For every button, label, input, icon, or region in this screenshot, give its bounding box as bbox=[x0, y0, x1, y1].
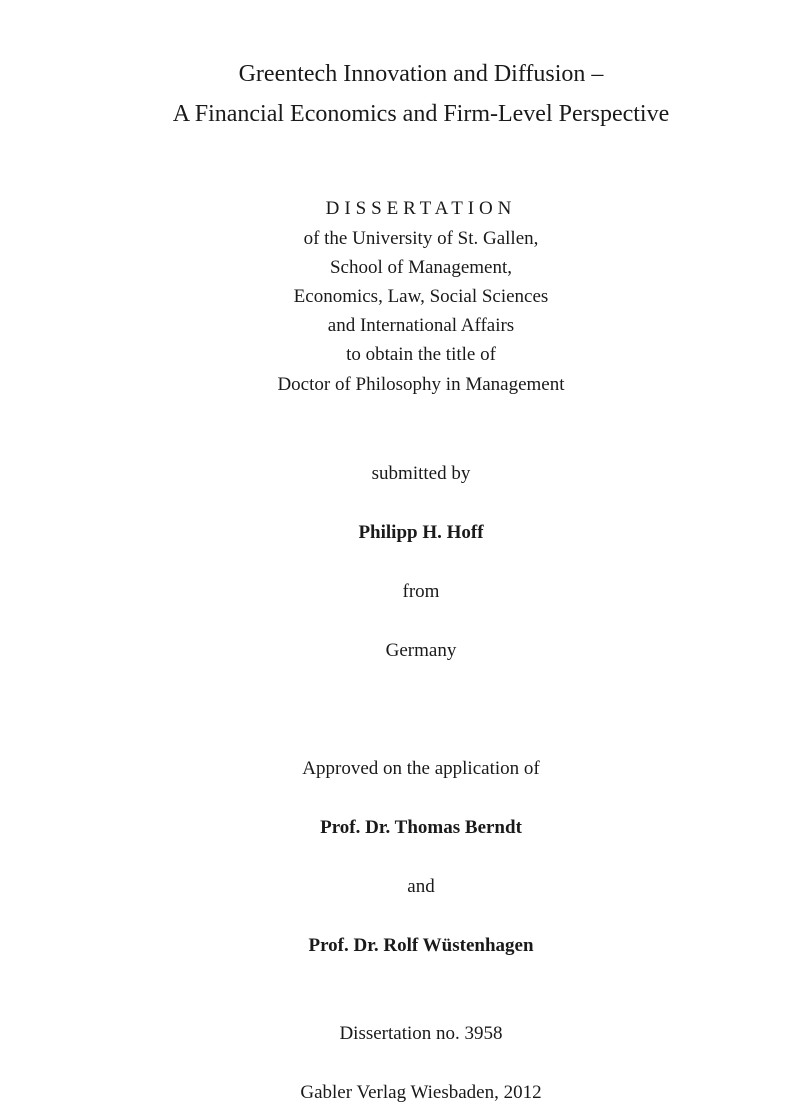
publisher-line: Gabler Verlag Wiesbaden, 2012 bbox=[300, 1082, 542, 1103]
author-name: Philipp H. Hoff bbox=[358, 522, 484, 543]
dissertation-line-2: School of Management, bbox=[329, 257, 513, 278]
dissertation-line-1: of the University of St. Gallen, bbox=[303, 228, 539, 249]
dissertation-line-4: and International Affairs bbox=[327, 315, 515, 336]
dissertation-heading: DISSERTATION bbox=[325, 198, 517, 219]
dissertation-line-6: Doctor of Philosophy in Management bbox=[277, 374, 565, 395]
referee-2: Prof. Dr. Rolf Wüstenhagen bbox=[308, 935, 534, 956]
approved-label: Approved on the application of bbox=[302, 758, 540, 779]
author-origin: Germany bbox=[385, 640, 457, 661]
dissertation-line-3: Economics, Law, Social Sciences bbox=[293, 286, 549, 307]
title-line-1: Greentech Innovation and Diffusion – bbox=[238, 61, 604, 87]
title-line-2: A Financial Economics and Firm-Level Perspective bbox=[172, 101, 670, 127]
dissertation-line-5: to obtain the title of bbox=[346, 344, 496, 365]
and-label: and bbox=[407, 876, 435, 897]
from-label: from bbox=[402, 581, 440, 602]
dissertation-number: Dissertation no. 3958 bbox=[339, 1023, 503, 1044]
referee-1: Prof. Dr. Thomas Berndt bbox=[320, 817, 522, 838]
submitted-by-label: submitted by bbox=[371, 463, 471, 484]
